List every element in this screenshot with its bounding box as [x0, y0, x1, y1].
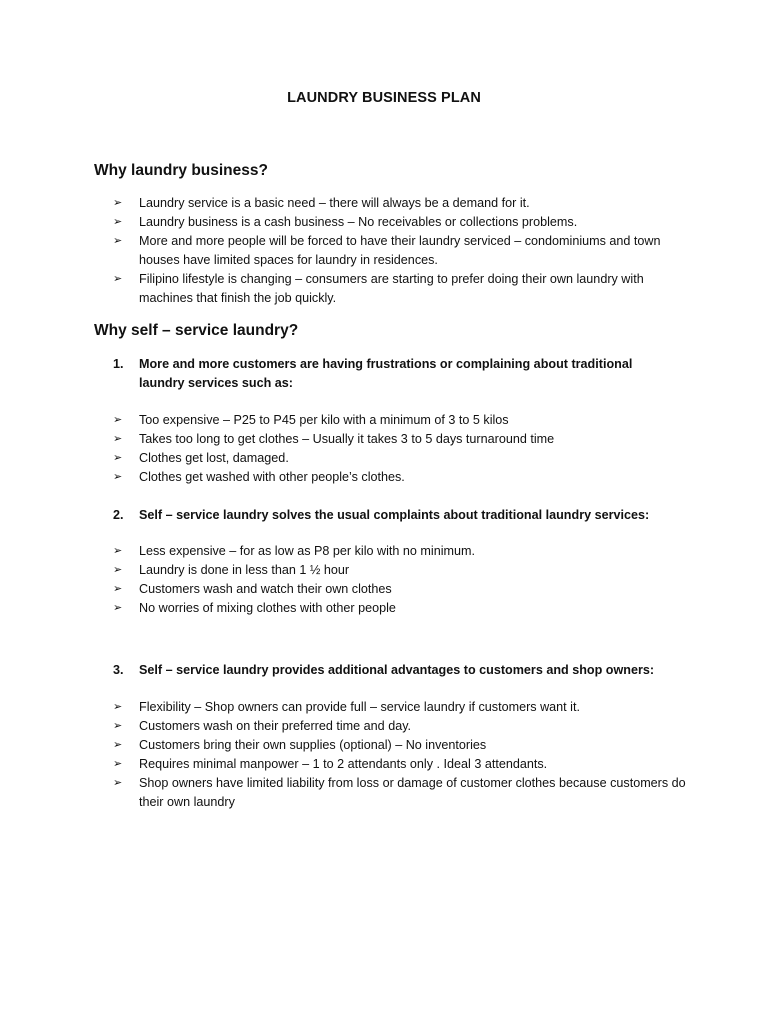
arrowhead-bullet-icon: ➢: [113, 273, 123, 285]
arrowhead-bullet-icon: ➢: [113, 452, 123, 464]
arrowhead-bullet-icon: ➢: [113, 471, 123, 483]
list-item: ➢ Shop owners have limited liability from loss or damage of customer clothes because customers do their own laundry: [113, 776, 686, 809]
arrowhead-bullet-icon: ➢: [113, 545, 123, 557]
list-item: ➢ Takes too long to get clothes – Usually it takes 3 to 5 days turnaround time: [113, 430, 693, 449]
point-number: 3.: [113, 663, 124, 677]
arrowhead-bullet-icon: ➢: [113, 777, 123, 789]
list-item: ➢ Customers bring their own supplies (optional) – No inventories: [113, 736, 693, 755]
list-item: ➢ Requires minimal manpower – 1 to 2 attendants only . Ideal 3 attendants.: [113, 755, 693, 774]
arrowhead-bullet-icon: ➢: [113, 197, 123, 209]
point-2-bullet-list: [113, 542, 693, 618]
list-item: ➢ Laundry business is a cash business – No receivables or collections problems.: [113, 213, 693, 232]
list-item: ➢ Customers wash and watch their own clothes: [113, 580, 693, 599]
point-3-bullet-list: [113, 698, 693, 812]
list-item: ➢ More and more people will be forced to have their laundry serviced – condominiums and town houses have limited spaces for laundry in residences.: [113, 234, 661, 267]
list-item: ➢ Laundry is done in less than 1 ½ hour: [113, 561, 693, 580]
section-heading-why-laundry: Why laundry business?: [94, 162, 268, 179]
numbered-point-1: [113, 355, 673, 393]
arrowhead-bullet-icon: ➢: [113, 433, 123, 445]
list-item: ➢ Too expensive – P25 to P45 per kilo with a minimum of 3 to 5 kilos: [113, 411, 693, 430]
point-text: Self – service laundry solves the usual complaints about traditional laundry services:: [139, 508, 650, 522]
list-item: ➢ Customers wash on their preferred time and day.: [113, 717, 693, 736]
point-text: More and more customers are having frustrations or complaining about traditional laundry services such as:: [139, 357, 633, 390]
arrowhead-bullet-icon: ➢: [113, 758, 123, 770]
arrowhead-bullet-icon: ➢: [113, 564, 123, 576]
why-laundry-bullet-list: [113, 194, 693, 308]
list-item: ➢ Less expensive – for as low as P8 per kilo with no minimum.: [113, 542, 693, 561]
point-number: 2.: [113, 508, 124, 522]
point-text: Self – service laundry provides additional advantages to customers and shop owners:: [139, 663, 655, 677]
arrowhead-bullet-icon: ➢: [113, 739, 123, 751]
list-item: ➢ Clothes get lost, damaged.: [113, 449, 693, 468]
section-heading-why-self-service: Why self – service laundry?: [94, 322, 299, 339]
list-item: ➢ Flexibility – Shop owners can provide full – service laundry if customers want it.: [113, 698, 693, 717]
arrowhead-bullet-icon: ➢: [113, 235, 123, 247]
list-item: ➢ Laundry service is a basic need – there will always be a demand for it.: [113, 194, 693, 213]
list-item: ➢ No worries of mixing clothes with other people: [113, 599, 693, 618]
numbered-point-3: [113, 661, 673, 680]
point-number: 1.: [113, 357, 124, 371]
arrowhead-bullet-icon: ➢: [113, 602, 123, 614]
arrowhead-bullet-icon: ➢: [113, 701, 123, 713]
point-1-bullet-list: [113, 411, 693, 487]
arrowhead-bullet-icon: ➢: [113, 583, 123, 595]
arrowhead-bullet-icon: ➢: [113, 216, 123, 228]
list-item: ➢ Clothes get washed with other people’s clothes.: [113, 468, 693, 487]
document-title: LAUNDRY BUSINESS PLAN: [287, 90, 481, 106]
arrowhead-bullet-icon: ➢: [113, 720, 123, 732]
list-item: ➢ Filipino lifestyle is changing – consumers are starting to prefer doing their own laundry with machines that finish the job quickly.: [113, 272, 644, 305]
numbered-point-2: [113, 506, 673, 525]
arrowhead-bullet-icon: ➢: [113, 414, 123, 426]
